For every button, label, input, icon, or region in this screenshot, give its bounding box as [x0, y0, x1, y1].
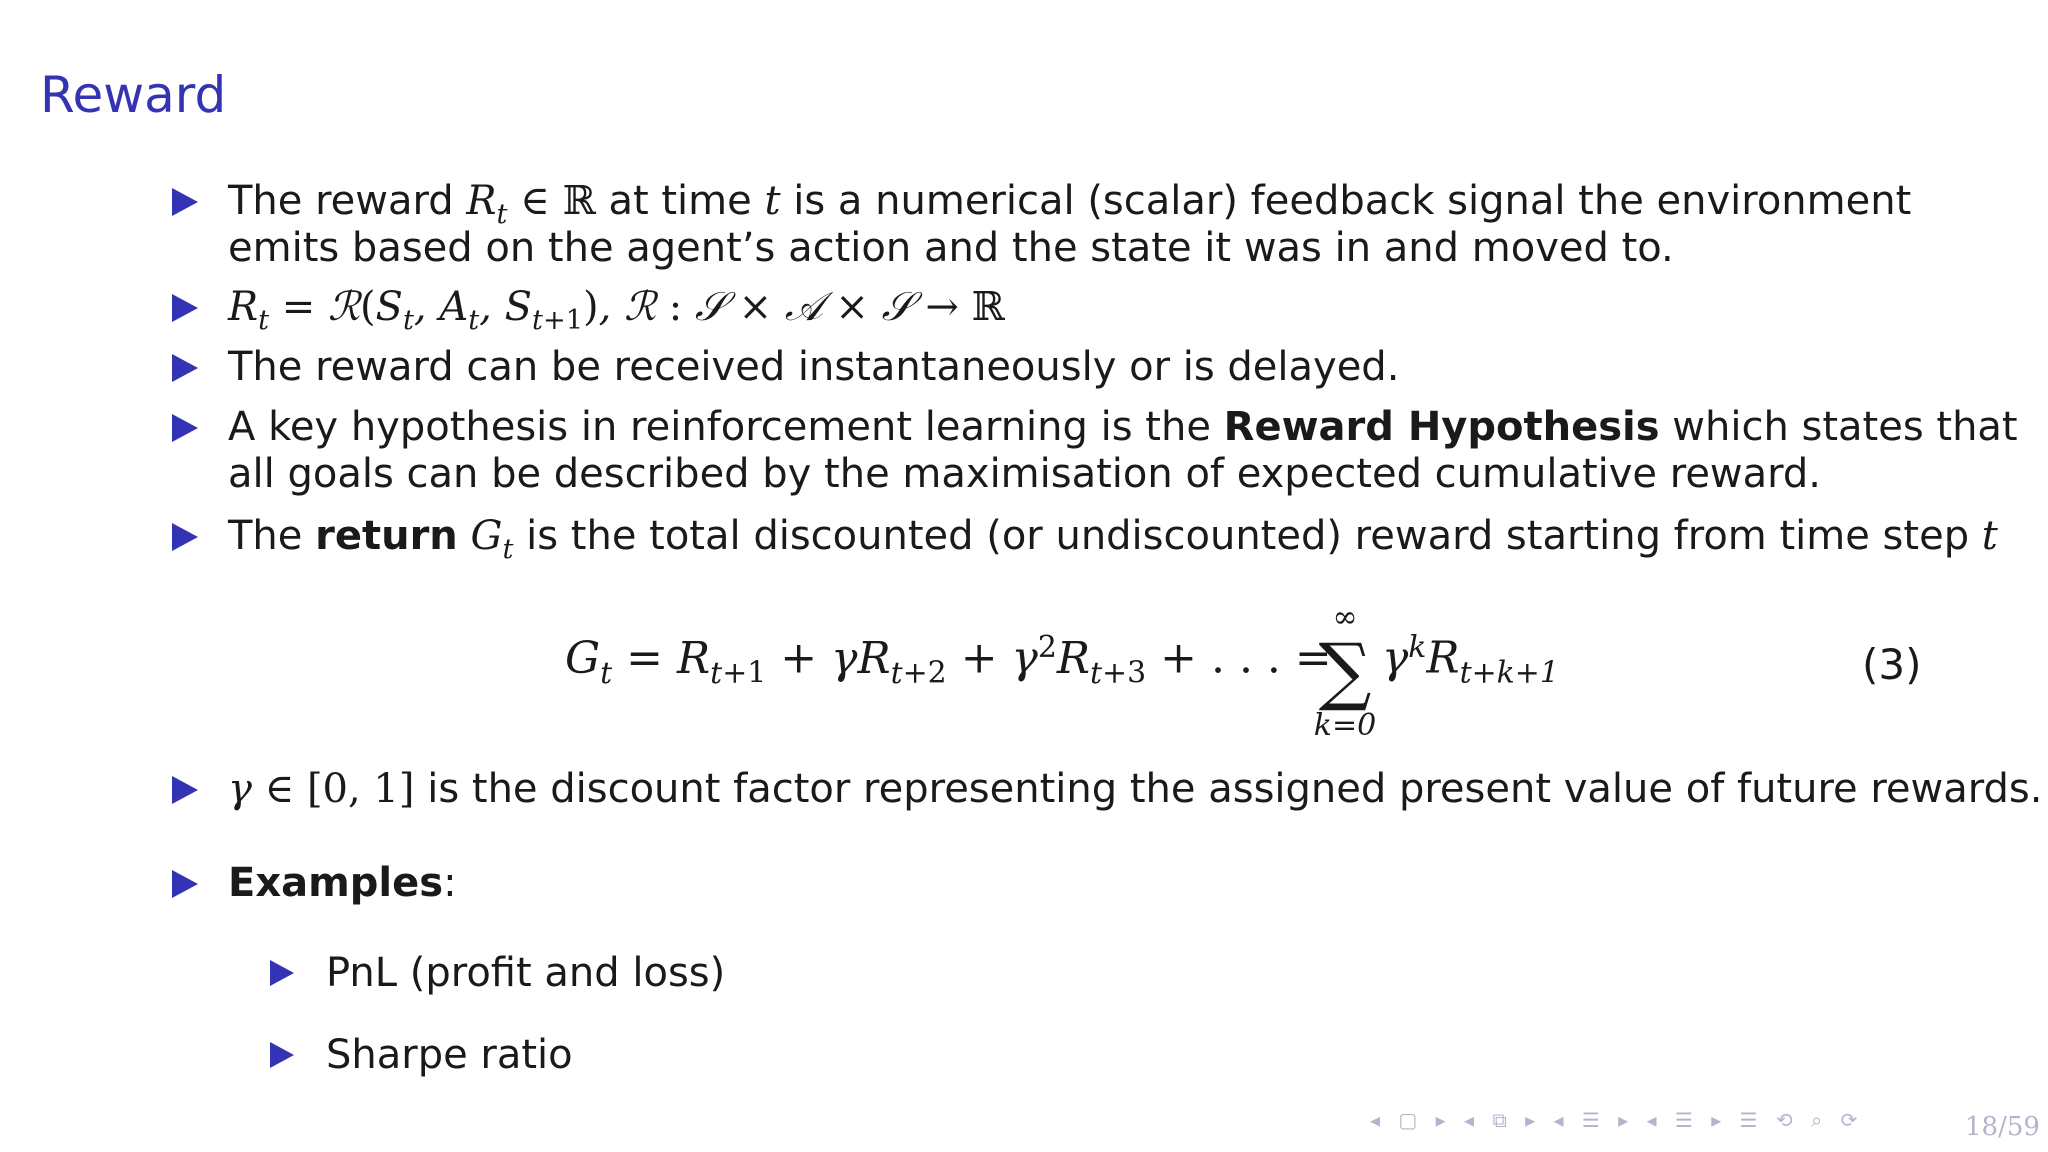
sub-bullet-pnl: PnL (profit and loss): [326, 950, 726, 996]
bullet-arrow-icon: [172, 776, 198, 804]
examples-heading: Examples: [228, 860, 444, 906]
bullet-5-text-a: The: [228, 513, 303, 559]
bullet-4-text-b: which states that: [1672, 404, 2018, 450]
bullet-1-text-a: The reward: [228, 178, 454, 224]
sub-bullet-arrow-icon: [270, 960, 294, 986]
bullet-3: The reward can be received instantaneously or is delayed.: [228, 344, 1400, 390]
beamer-navigation-icons[interactable]: ◂ ▢ ▸ ◂ ⧉ ▸ ◂ ☰ ▸ ◂ ☰ ▸ ☰ ⟲ ⌕ ⟳: [1370, 1108, 1864, 1132]
bullet-arrow-icon: [172, 414, 198, 442]
math-gamma-range: γ ∈ [0, 1]: [228, 766, 415, 812]
reward-hypothesis-term: Reward Hypothesis: [1223, 404, 1660, 450]
return-equation: $G_t = R_{t+1} + \gamma R_{t+2} + \gamma^2R_{t+3}$ + . . . =: [565, 630, 1332, 691]
bullet-5: [228, 513, 1998, 573]
bullet-arrow-icon: [172, 354, 198, 382]
bullet-arrow-icon: [172, 294, 198, 322]
math-t: t: [764, 178, 781, 224]
bullet-arrow-icon: [172, 870, 198, 898]
bullet-arrow-icon: [172, 188, 198, 216]
bullet-1-text-c: is a numerical (scalar) feedback signal the environment: [793, 178, 1912, 224]
bullet-1-text-b: at time: [608, 178, 752, 224]
bullet-5-text-b: is the total discounted (or undiscounted) reward starting from time step: [526, 513, 1970, 559]
math-t: t: [1981, 513, 1998, 559]
bullet-4-line-1: [228, 404, 2018, 451]
equation-number: (3): [1862, 640, 1922, 689]
page-number: 18/59: [1965, 1112, 2040, 1142]
summation-sign: ∞ ∑ k=0: [1313, 600, 1377, 743]
math-rt-in-r: $R_t$ ∈ ℝ: [466, 178, 596, 230]
bullet-1-line-2: emits based on the agent’s action and the state it was in and moved to.: [228, 225, 1674, 271]
math-gt: $G_t$: [470, 513, 514, 565]
return-term: return: [315, 513, 458, 559]
bullet-4-text-a: A key hypothesis in reinforcement learning is the: [228, 404, 1211, 450]
bullet-4-line-2: all goals can be described by the maximisation of expected cumulative reward.: [228, 451, 1822, 497]
sub-bullet-sharpe: Sharpe ratio: [326, 1032, 573, 1078]
bullet-2-formula: $R_t$ = $ℛ(S_t$, $A_t$, $S_{t+1}$), ℛ : 𝒮 × 𝒜 × 𝒮 → ℝ: [228, 284, 1005, 336]
bullet-7: [228, 860, 457, 907]
bullet-6-text: is the discount factor representing the assigned present value of future rewards.: [427, 766, 2043, 812]
bullet-arrow-icon: [172, 523, 198, 551]
summation-term: $\gamma^kR_{t+k+1}$: [1382, 630, 1559, 691]
sub-bullet-arrow-icon: [270, 1042, 294, 1068]
examples-colon: :: [443, 860, 457, 906]
bullet-6: [228, 766, 2042, 813]
slide-title: Reward: [40, 66, 227, 124]
